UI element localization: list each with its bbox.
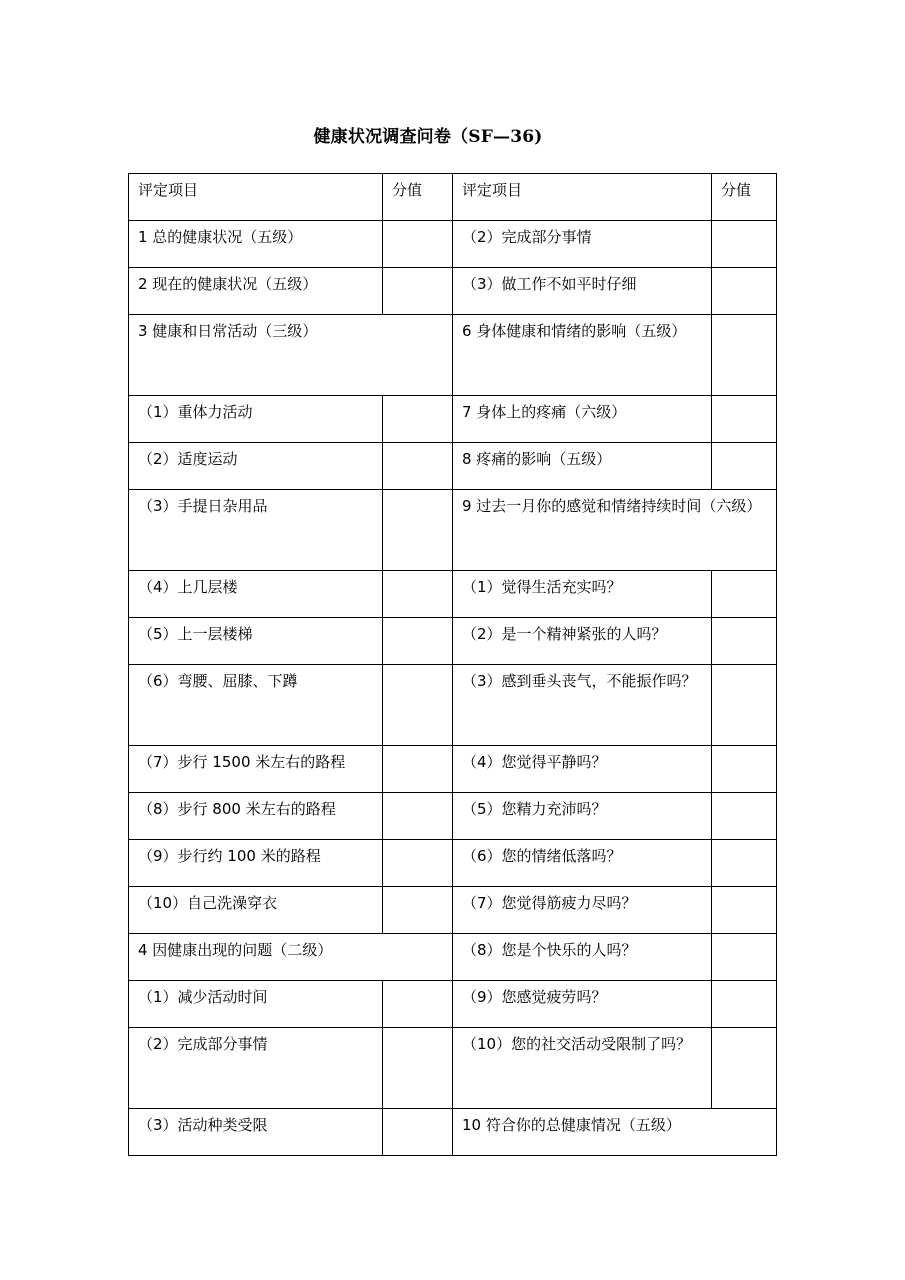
item-left: （7）步行 1500 米左右的路程 [129, 746, 383, 793]
score-cell[interactable] [712, 887, 777, 934]
item-right: （10）您的社交活动受限制了吗？ [453, 1028, 712, 1109]
item-right: 7 身体上的疼痛（六级） [453, 396, 712, 443]
header-item-right: 评定项目 [453, 174, 712, 221]
table-row [129, 490, 777, 571]
score-cell[interactable] [383, 665, 453, 746]
score-cell[interactable] [383, 793, 453, 840]
header-score-right: 分值 [712, 174, 777, 221]
section-right: 9 过去一月你的感觉和情绪持续时间（六级） [453, 490, 777, 571]
score-cell[interactable] [712, 315, 777, 396]
score-cell[interactable] [383, 746, 453, 793]
score-cell[interactable] [712, 443, 777, 490]
item-left: 1 总的健康状况（五级） [129, 221, 383, 268]
item-right: （5）您精力充沛吗？ [453, 793, 712, 840]
item-left: （10）自己洗澡穿衣 [129, 887, 383, 934]
score-cell[interactable] [712, 221, 777, 268]
score-cell[interactable] [712, 934, 777, 981]
table-row [129, 934, 777, 981]
item-left: （2）完成部分事情 [129, 1028, 383, 1109]
table-row [129, 887, 777, 934]
score-cell[interactable] [712, 268, 777, 315]
item-left: （6）弯腰、屈膝、下蹲 [129, 665, 383, 746]
item-right: （3）做工作不如平时仔细 [453, 268, 712, 315]
header-score-left: 分值 [383, 174, 453, 221]
table-row [129, 396, 777, 443]
section-left: 4 因健康出现的问题（二级） [129, 934, 453, 981]
score-cell[interactable] [383, 618, 453, 665]
item-left: （5）上一层楼梯 [129, 618, 383, 665]
score-cell[interactable] [383, 981, 453, 1028]
score-cell[interactable] [712, 396, 777, 443]
item-right: （1）觉得生活充实吗？ [453, 571, 712, 618]
item-left: （3）手提日杂用品 [129, 490, 383, 571]
item-left: （4）上几层楼 [129, 571, 383, 618]
table-row [129, 571, 777, 618]
table-row [129, 840, 777, 887]
survey-table [128, 173, 777, 1156]
score-cell[interactable] [712, 793, 777, 840]
item-right: （2）完成部分事情 [453, 221, 712, 268]
item-right: （8）您是个快乐的人吗？ [453, 934, 712, 981]
table-row [129, 1028, 777, 1109]
score-cell[interactable] [712, 618, 777, 665]
table-row [129, 443, 777, 490]
score-cell[interactable] [712, 571, 777, 618]
item-left: （9）步行约 100 米的路程 [129, 840, 383, 887]
table-row [129, 981, 777, 1028]
score-cell[interactable] [383, 221, 453, 268]
item-left: （1）重体力活动 [129, 396, 383, 443]
item-left: （8）步行 800 米左右的路程 [129, 793, 383, 840]
score-cell[interactable] [712, 840, 777, 887]
item-right: 6 身体健康和情绪的影响（五级） [453, 315, 712, 396]
table-row [129, 746, 777, 793]
table-row [129, 618, 777, 665]
table-row [129, 1109, 777, 1156]
score-cell[interactable] [383, 1109, 453, 1156]
table-row [129, 793, 777, 840]
score-cell[interactable] [383, 396, 453, 443]
score-cell[interactable] [383, 571, 453, 618]
table-row [129, 221, 777, 268]
table-row [129, 665, 777, 746]
page-title: 健康状况调查问卷（SF—36) [313, 127, 543, 147]
score-cell[interactable] [712, 981, 777, 1028]
header-item-left: 评定项目 [129, 174, 383, 221]
item-right: （7）您觉得筋疲力尽吗？ [453, 887, 712, 934]
item-right: （3）感到垂头丧气，不能振作吗？ [453, 665, 712, 746]
score-cell[interactable] [383, 443, 453, 490]
score-cell[interactable] [712, 665, 777, 746]
item-right: （9）您感觉疲劳吗？ [453, 981, 712, 1028]
item-left: （1）减少活动时间 [129, 981, 383, 1028]
table-header-row [129, 174, 777, 221]
score-cell[interactable] [383, 887, 453, 934]
item-left: （2）适度运动 [129, 443, 383, 490]
item-left: （3）活动种类受限 [129, 1109, 383, 1156]
score-cell[interactable] [383, 840, 453, 887]
item-right: 8 疼痛的影响（五级） [453, 443, 712, 490]
item-right: （6）您的情绪低落吗？ [453, 840, 712, 887]
table-row [129, 315, 777, 396]
score-cell[interactable] [712, 1028, 777, 1109]
item-left: 2 现在的健康状况（五级） [129, 268, 383, 315]
section-right: 10 符合你的总健康情况（五级） [453, 1109, 777, 1156]
score-cell[interactable] [383, 268, 453, 315]
score-cell[interactable] [383, 490, 453, 571]
score-cell[interactable] [712, 746, 777, 793]
item-right: （2）是一个精神紧张的人吗？ [453, 618, 712, 665]
table-row [129, 268, 777, 315]
item-right: （4）您觉得平静吗？ [453, 746, 712, 793]
score-cell[interactable] [383, 1028, 453, 1109]
section-left: 3 健康和日常活动（三级） [129, 315, 453, 396]
